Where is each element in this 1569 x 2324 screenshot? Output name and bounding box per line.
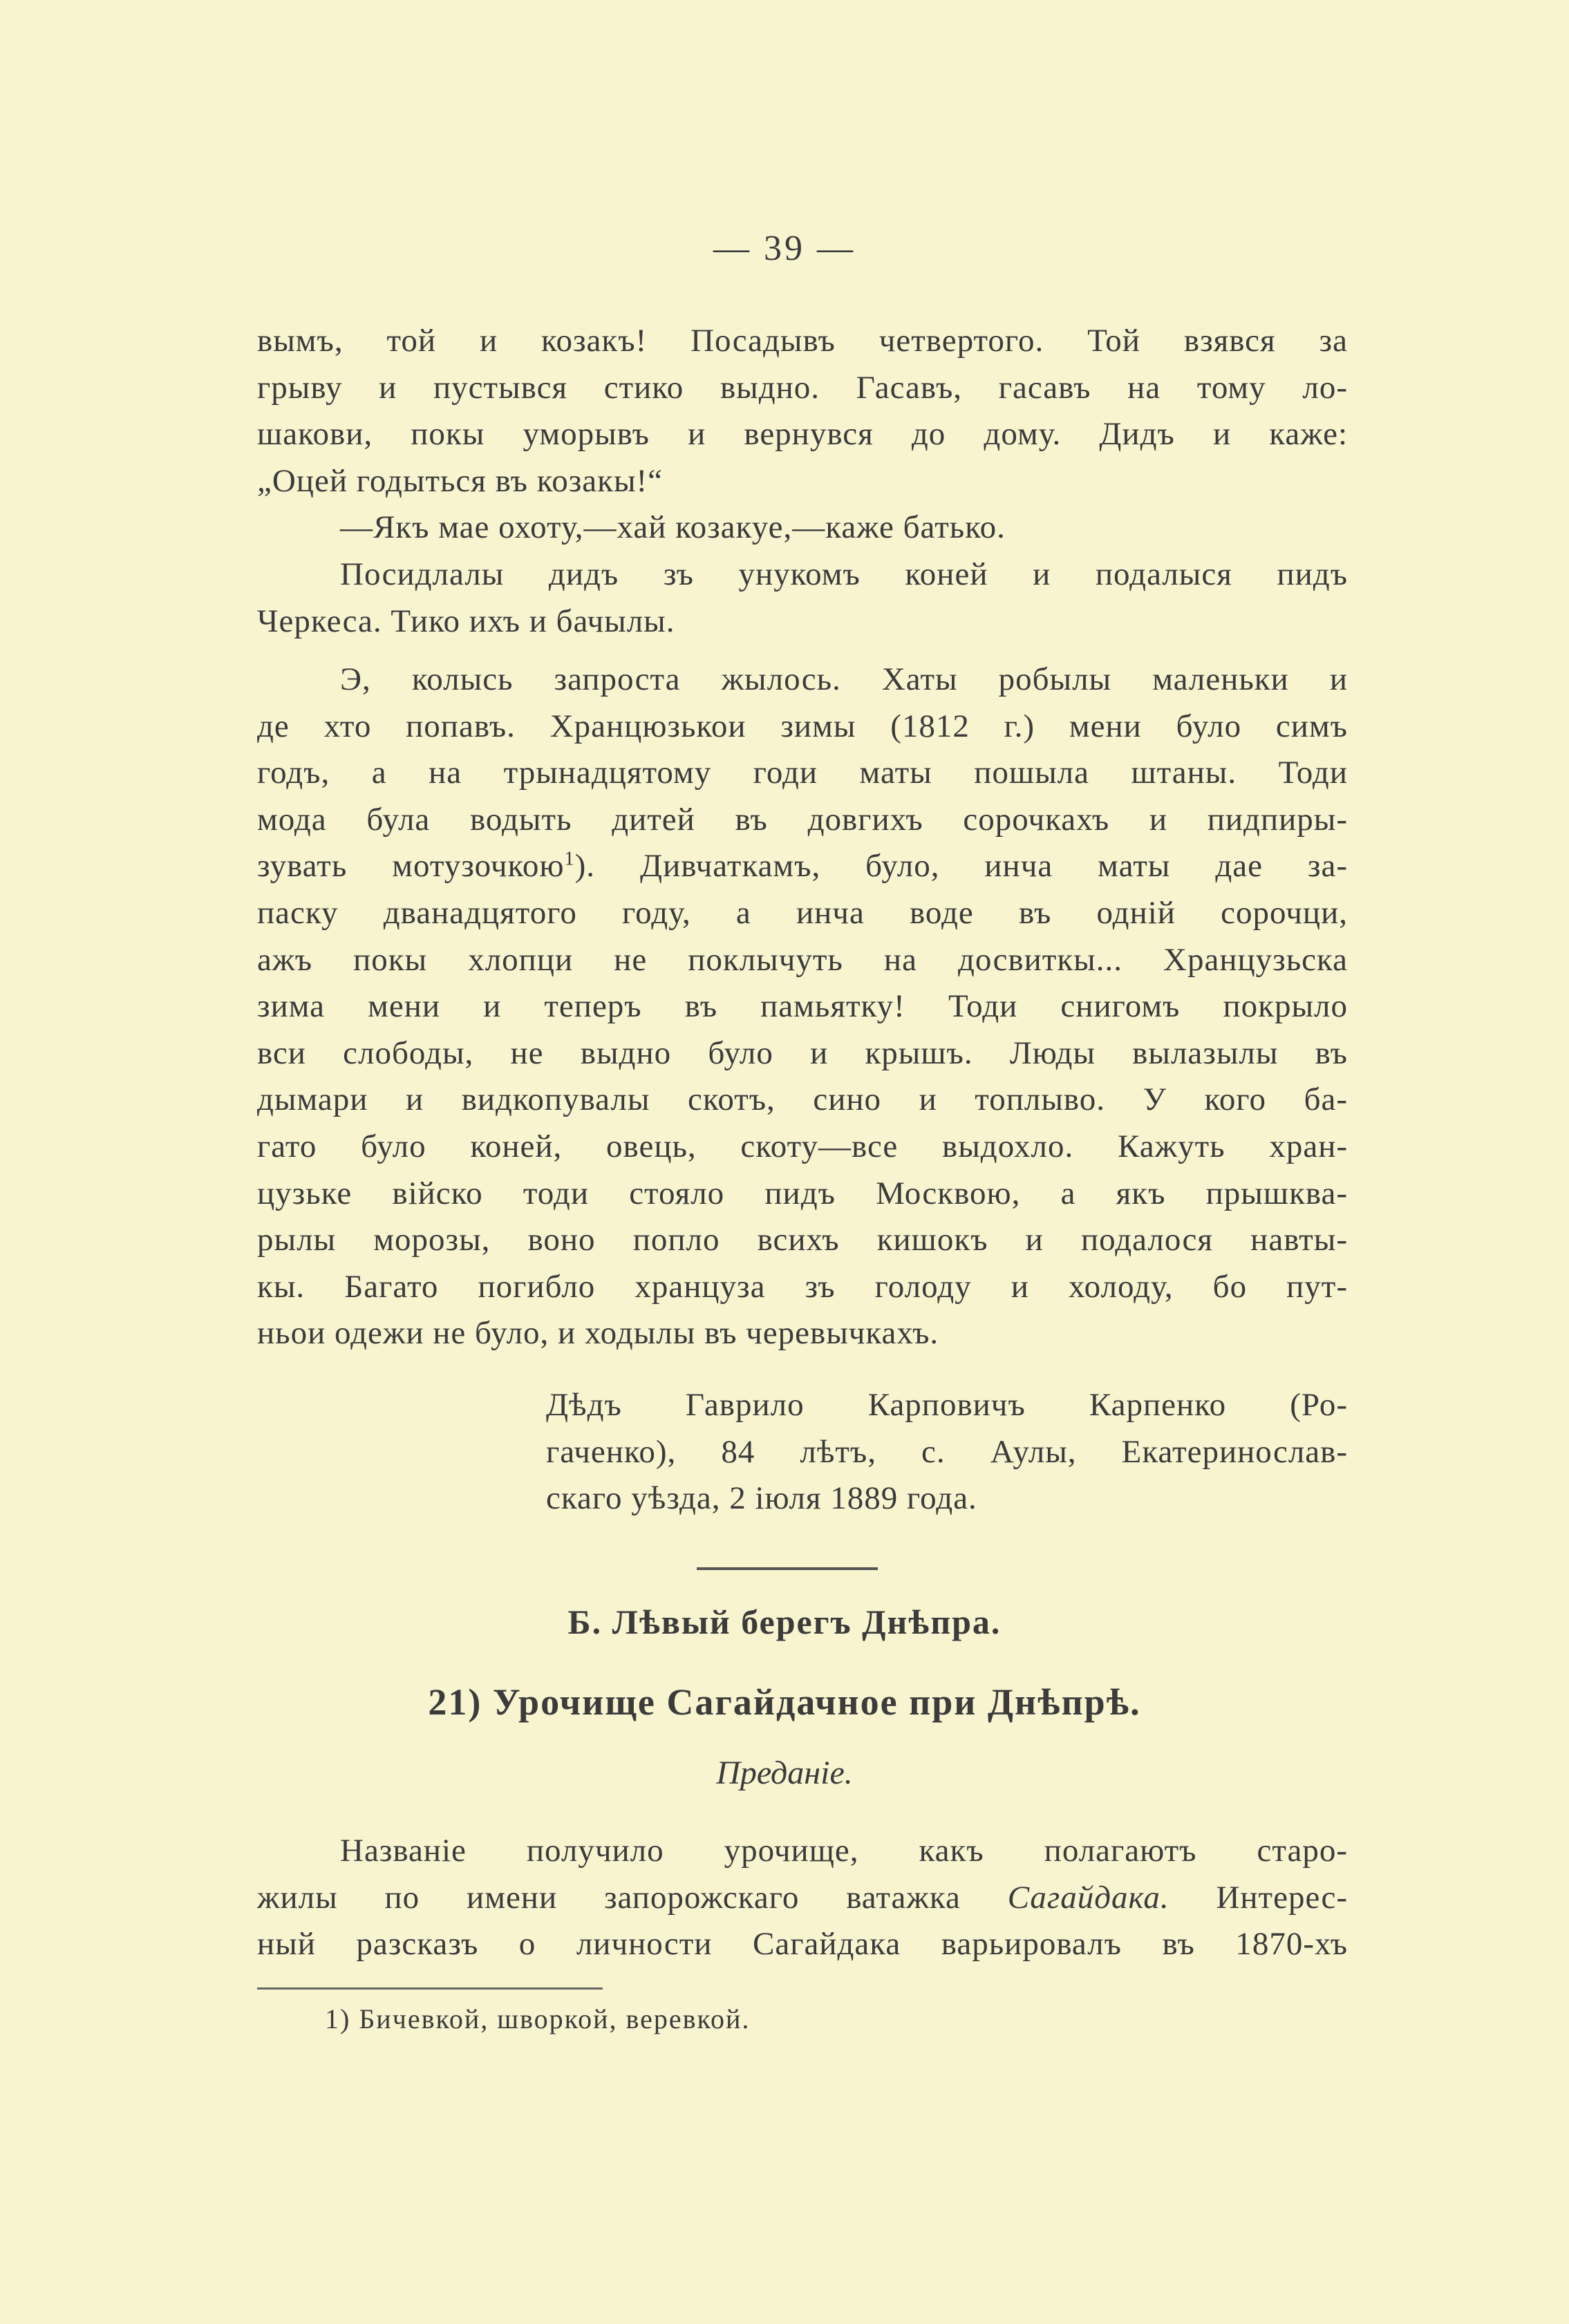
text-line: Черкеса. Тико ихъ и бачылы. <box>257 603 675 639</box>
text-line: гато було коней, овець, скоту—все выдохло. Кажуть хран- <box>257 1128 1348 1164</box>
text-fragment: ). Дивчаткамъ, було, инча маты дае за- <box>574 848 1348 885</box>
text-line: де хто попавъ. Хранцюзькои зимы (1812 г.) мени було симъ <box>257 708 1348 744</box>
text-line: Э, колысь запроста жылось. Хаты робылы маленьки и <box>340 661 1348 697</box>
text-line: цузьке вiйско тоди стояло пидъ Москвою, а якъ прышква- <box>257 1175 1348 1211</box>
paragraph-sagaidak <box>257 1828 1348 1968</box>
text-line: ный разсказъ о личности Сагайдака варьировалъ въ 1870-хъ <box>257 1926 1348 1963</box>
text-line: ньои одежи не було, и ходылы въ черевычкахъ. <box>257 1315 939 1352</box>
section-divider <box>697 1567 878 1570</box>
genre-label: Преданiе. <box>716 1755 853 1791</box>
text-line: ажъ покы хлопци не поклычуть на досвиткы... Хранцузьска <box>257 941 1348 978</box>
footnote-text: Бичевкой, шворкой, веревкой. <box>350 2003 751 2034</box>
paragraph-departure <box>257 551 1348 645</box>
text-line: паску дванадцятого году, а инча воде въ однiй сорочци, <box>257 894 1348 931</box>
text-line: зима мени и теперъ въ памьятку! Тоди снигомъ покрыло <box>257 988 1348 1025</box>
attribution <box>546 1382 1348 1522</box>
text-line: грыву и пустывся стико выдно. Гасавъ, гасавъ на тому ло- <box>257 369 1348 406</box>
page-number: — 39 — <box>713 229 856 268</box>
text-line: вымъ, той и козакъ! Посадывъ четвертого. Той взявся за <box>257 323 1348 359</box>
attribution-line: гаченко), 84 лѣтъ, с. Аулы, Екатеринослав- <box>546 1433 1348 1470</box>
text-line: рылы морозы, воно попло всихъ кишокъ и подалося навты- <box>257 1222 1348 1258</box>
text-line: дымари и видкопувалы скотъ, сино и топлыво. У кого ба- <box>257 1081 1348 1118</box>
text-line <box>257 1875 1348 1922</box>
footnote-reference: 1 <box>564 848 575 870</box>
text-line: —Якъ мае охоту,—хай козакуе,—каже батько. <box>340 509 1006 545</box>
emphasized-name: Сагайдака. <box>1007 1879 1169 1916</box>
paragraph-continuation <box>257 318 1348 504</box>
text-line-with-footnote <box>257 843 1348 890</box>
text-line: кы. Багато погибло хранцуза зъ голоду и холоду, бо пут- <box>257 1268 1348 1305</box>
text-fragment: зувать мотузочкою <box>257 848 565 885</box>
footnote-divider <box>257 1987 603 1990</box>
attribution-line: скаго уѣзда, 2 iюля 1889 года. <box>546 1480 977 1517</box>
text-line: годъ, а на трынадцятому годи маты пошыла штаны. Тоди <box>257 755 1348 791</box>
text-line: Посидлалы дидъ зъ унукомъ коней и подалыся пидъ <box>340 556 1348 592</box>
footnote <box>325 2003 750 2035</box>
footnote-mark: 1) <box>325 2003 351 2034</box>
text-line: „Оцей годыться въ козакы!“ <box>257 462 664 499</box>
text-fragment: жилы по имени запорожскаго ватажка <box>257 1879 1008 1916</box>
chapter-heading: 21) Урочище Сагайдачное при Днѣпрѣ. <box>428 1681 1141 1723</box>
attribution-line: Дѣдъ Гаврило Карповичъ Карпенко (Ро- <box>546 1387 1348 1423</box>
text-line: вси слободы, не выдно було и крышъ. Люды вылазылы въ <box>257 1035 1348 1071</box>
paragraph-dialogue <box>257 504 1348 551</box>
text-line: шакови, покы уморывъ и вернувся до дому. Дидъ и каже: <box>257 416 1348 453</box>
text-fragment: Интерес- <box>1169 1879 1348 1916</box>
paragraph-winter-1812 <box>257 656 1348 1357</box>
text-line: Названiе получило урочище, какъ полагаютъ старо- <box>340 1833 1348 1869</box>
section-heading: Б. Лѣвый берегъ Днѣпра. <box>567 1603 1002 1641</box>
text-line: мода була водыть дитей въ довгихъ сорочкахъ и пидпиры- <box>257 801 1348 838</box>
